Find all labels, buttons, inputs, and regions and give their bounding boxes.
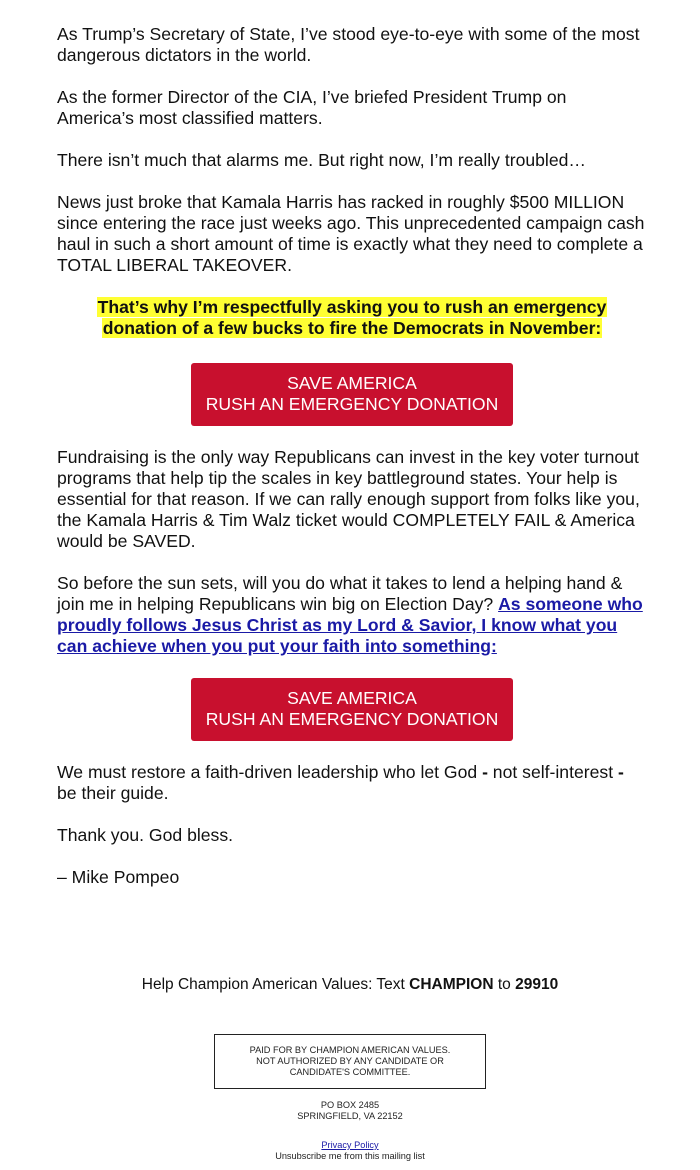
privacy-policy-link[interactable]: Privacy Policy (321, 1140, 379, 1150)
donate-button-2[interactable] (191, 678, 513, 741)
paragraph-harris-fundraising: News just broke that Kamala Harris has racked in roughly $500 MILLION since entering the race just weeks ago. This unprecedented campaign cash haul in such a short amount of time is exactly what they need to complete a TOTAL LIBERAL TAKEOVER. (57, 192, 645, 275)
mailing-address (0, 1100, 700, 1121)
faith-text-a: We must restore a faith-driven leadership who let God (57, 762, 483, 782)
donate-button-line-2: RUSH AN EMERGENCY DONATION (205, 709, 499, 729)
donate-button-line-1: SAVE AMERICA (287, 688, 417, 708)
paragraph-before-sunset (57, 573, 647, 657)
cta-button-wrapper-1 (57, 363, 647, 426)
faith-text-c: be their guide. (57, 783, 169, 803)
paragraph-intro-secretary: As Trump’s Secretary of State, I’ve stood eye-to-eye with some of the most dangerous dictators in the world. (57, 24, 640, 65)
footer-links (0, 1140, 700, 1161)
paragraph-cia-director: As the former Director of the CIA, I’ve briefed President Trump on America’s most classified matters. (57, 87, 567, 128)
disclaimer-line-2: NOT AUTHORIZED BY ANY CANDIDATE OR (256, 1056, 444, 1066)
faith-text-b: not self-interest (487, 762, 618, 782)
highlighted-callout (57, 297, 647, 339)
callout-line-2: donation of a few bucks to fire the Democrats in November: (102, 318, 602, 338)
paragraph-thank-you: Thank you. God bless. (57, 825, 234, 845)
address-line-2: SPRINGFIELD, VA 22152 (297, 1110, 403, 1121)
paragraph-fundraising-programs: Fundraising is the only way Republicans can invest in the key voter turnout programs that help tip the scales in key battleground states. Your help is essential for that reason. If we can rally enough support from folks like you, the Kamala Harris & Tim Walz ticket would COMPLETELY FAIL & America would be SAVED. (57, 447, 640, 551)
unsubscribe-link[interactable]: Unsubscribe me from this mailing list (275, 1150, 425, 1161)
email-body (57, 24, 647, 909)
dash: - (482, 762, 488, 782)
donate-button-1[interactable] (191, 363, 513, 426)
paragraph-troubled: There isn’t much that alarms me. But right now, I’m really troubled… (57, 150, 586, 170)
callout-line-1: That’s why I’m respectfully asking you to rush an emergency (97, 297, 607, 317)
donate-button-line-1: SAVE AMERICA (287, 373, 417, 393)
disclaimer-line-1: PAID FOR BY CHAMPION AMERICAN VALUES. (249, 1045, 451, 1055)
sms-keyword: CHAMPION (409, 976, 494, 993)
signature: – Mike Pompeo (57, 867, 180, 887)
sunset-text: So before the sun sets, will you do what it takes to lend a helping hand & join me in helping Republicans win big on Election Day? (57, 573, 623, 614)
sms-mid: to (493, 976, 516, 993)
dash: - (617, 762, 624, 782)
sms-optin-line (0, 976, 700, 994)
sms-prefix: Help Champion American Values: Text (141, 976, 410, 993)
faith-donation-link[interactable]: As someone who proudly follows Jesus Christ as my Lord & Savior, I know what you can achieve when you put your faith into something: (57, 594, 643, 656)
sms-number: 29910 (515, 976, 559, 993)
disclaimer-line-3: CANDIDATE'S COMMITTEE. (289, 1067, 411, 1077)
paid-for-disclaimer-box (214, 1034, 486, 1089)
address-line-1: PO BOX 2485 (320, 1100, 380, 1110)
cta-button-wrapper-2 (57, 678, 647, 741)
paragraph-faith-leadership (57, 762, 647, 804)
donate-button-line-2: RUSH AN EMERGENCY DONATION (205, 394, 499, 414)
